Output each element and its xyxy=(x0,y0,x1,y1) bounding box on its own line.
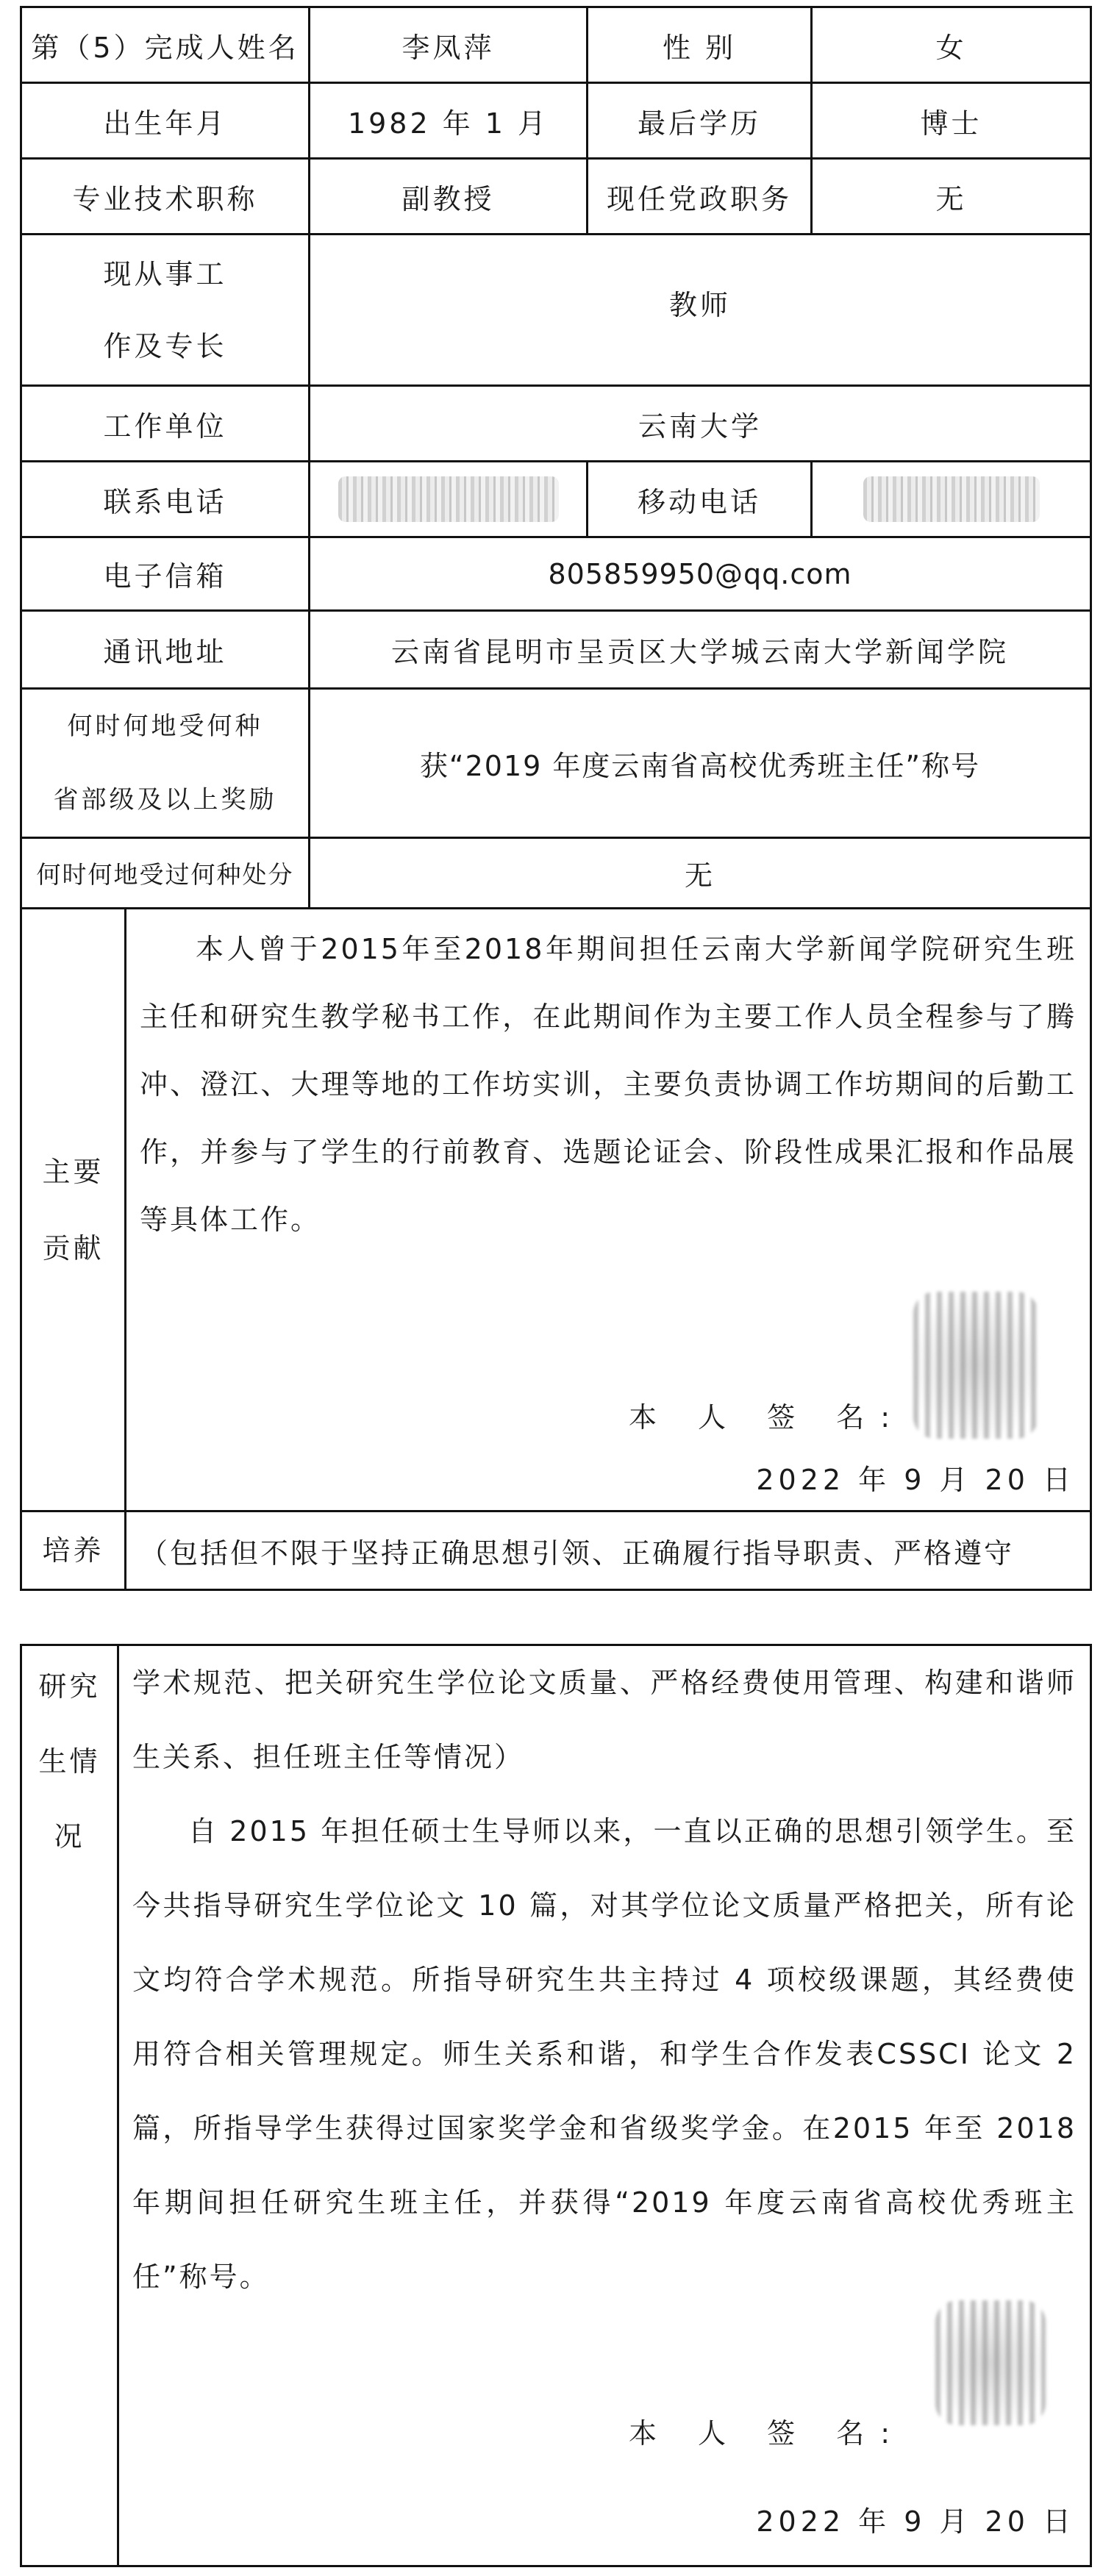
training-label xyxy=(21,1645,118,2566)
row-title xyxy=(21,159,1091,235)
education-value: 博士 xyxy=(812,83,1091,159)
row-birth xyxy=(21,83,1091,159)
training-table xyxy=(20,1644,1092,2567)
unit-value: 云南大学 xyxy=(310,386,1091,462)
contribution-label-line2: 贡献 xyxy=(42,1231,104,1264)
contribution-text-block xyxy=(126,909,1090,1253)
mobile-value xyxy=(812,462,1091,537)
row-name xyxy=(21,7,1091,83)
email-value: 805859950@qq.com xyxy=(310,537,1091,611)
punish-label: 何时何地受过何种处分 xyxy=(21,838,310,909)
contribution-text: 本人曾于2015年至2018年期间担任云南大学新闻学院研究生班主任和研究生教学秘书工作，在此期间作为主要工作人员全程参与了腾冲、澄江、大理等地的工作坊实训，主要负责协调工作坊期间的后勤工作，并参与了学生的行前教育、选题论证会、阶段性成果汇报和作品展等具体工作。 xyxy=(140,933,1077,1236)
award-label-line2: 省部级及以上奖励 xyxy=(53,785,277,815)
row-training xyxy=(21,1645,1091,2566)
row-email xyxy=(21,537,1091,611)
work-value: 教师 xyxy=(310,235,1091,386)
address-label: 通讯地址 xyxy=(21,611,310,689)
training-label-line2: 生情 xyxy=(38,1745,101,1778)
signature-date: 2022 年 9 月 20 日 xyxy=(756,1464,1075,1496)
unit-label: 工作单位 xyxy=(21,386,310,462)
post-label: 现任党政职务 xyxy=(588,159,812,235)
row-phone xyxy=(21,462,1091,537)
name-value: 李凤萍 xyxy=(310,7,588,83)
punish-value: 无 xyxy=(310,838,1091,909)
training-text: 自 2015 年担任硕士生导师以来，一直以正确的思想引领学生。至今共指导研究生学位论文 10 篇，对其学位论文质量严格把关，所有论文均符合学术规范。所指导研究生共主持过 4 项校级课题，其经费使用符合相关管理规定。师生关系和谐，和学生合作发表CSSCI 论文 2 篇，所指导学生获得过国家奖学金和省级奖学金。在2015 年至 2018 年期间担任研究生班主任，并获得“2019 年度云南省高校优秀班主任”称号。 xyxy=(132,1815,1077,2293)
email-label: 电子信箱 xyxy=(21,537,310,611)
row-contribution xyxy=(21,909,1091,1511)
birth-label: 出生年月 xyxy=(21,83,310,159)
row-unit xyxy=(21,386,1091,462)
row-address xyxy=(21,611,1091,689)
training-intro: 学术规范、把关研究生学位论文质量、严格经费使用管理、构建和谐师生关系、担任班主任等情况） xyxy=(132,1667,1077,1773)
row-training-header xyxy=(21,1511,1091,1590)
signature-date: 2022 年 9 月 20 日 xyxy=(756,2505,1075,2538)
title-label: 专业技术职称 xyxy=(21,159,310,235)
mobile-label: 移动电话 xyxy=(588,462,812,537)
work-label-line2: 作及专长 xyxy=(103,329,227,362)
signature-image xyxy=(935,2300,1046,2425)
contribution-label xyxy=(21,909,126,1511)
address-value: 云南省昆明市呈贡区大学城云南大学新闻学院 xyxy=(310,611,1091,689)
redacted-mobile xyxy=(863,476,1040,522)
training-header-label: 培养 xyxy=(21,1511,126,1590)
training-label-line3: 况 xyxy=(54,1820,85,1853)
work-label xyxy=(21,235,310,386)
phone-value xyxy=(310,462,588,537)
award-label xyxy=(21,689,310,838)
work-label-line1: 现从事工 xyxy=(103,257,227,290)
row-punish xyxy=(21,838,1091,909)
redacted-phone xyxy=(338,476,559,522)
training-header-text: （包括但不限于坚持正确思想引领、正确履行指导职责、严格遵守 xyxy=(126,1511,1091,1590)
award-label-line1: 何时何地受何种 xyxy=(67,712,263,741)
info-table xyxy=(20,6,1092,1591)
signature-label: 本 人 签 名: xyxy=(628,2417,906,2450)
education-label: 最后学历 xyxy=(588,83,812,159)
phone-label: 联系电话 xyxy=(21,462,310,537)
signature-label: 本 人 签 名: xyxy=(628,1401,906,1434)
contribution-label-line1: 主要 xyxy=(42,1155,104,1188)
name-label: 第（5）完成人姓名 xyxy=(21,7,310,83)
training-text-block xyxy=(119,1646,1090,2314)
post-value: 无 xyxy=(812,159,1091,235)
title-value: 副教授 xyxy=(310,159,588,235)
training-body xyxy=(118,1645,1091,2566)
birth-value: 1982 年 1 月 xyxy=(310,83,588,159)
gender-value: 女 xyxy=(812,7,1091,83)
contribution-body xyxy=(126,909,1091,1511)
signature-image xyxy=(913,1292,1038,1439)
award-value: 获“2019 年度云南省高校优秀班主任”称号 xyxy=(310,689,1091,838)
gender-label: 性 别 xyxy=(588,7,812,83)
row-award xyxy=(21,689,1091,838)
training-label-line1: 研究 xyxy=(38,1670,101,1703)
row-work xyxy=(21,235,1091,386)
